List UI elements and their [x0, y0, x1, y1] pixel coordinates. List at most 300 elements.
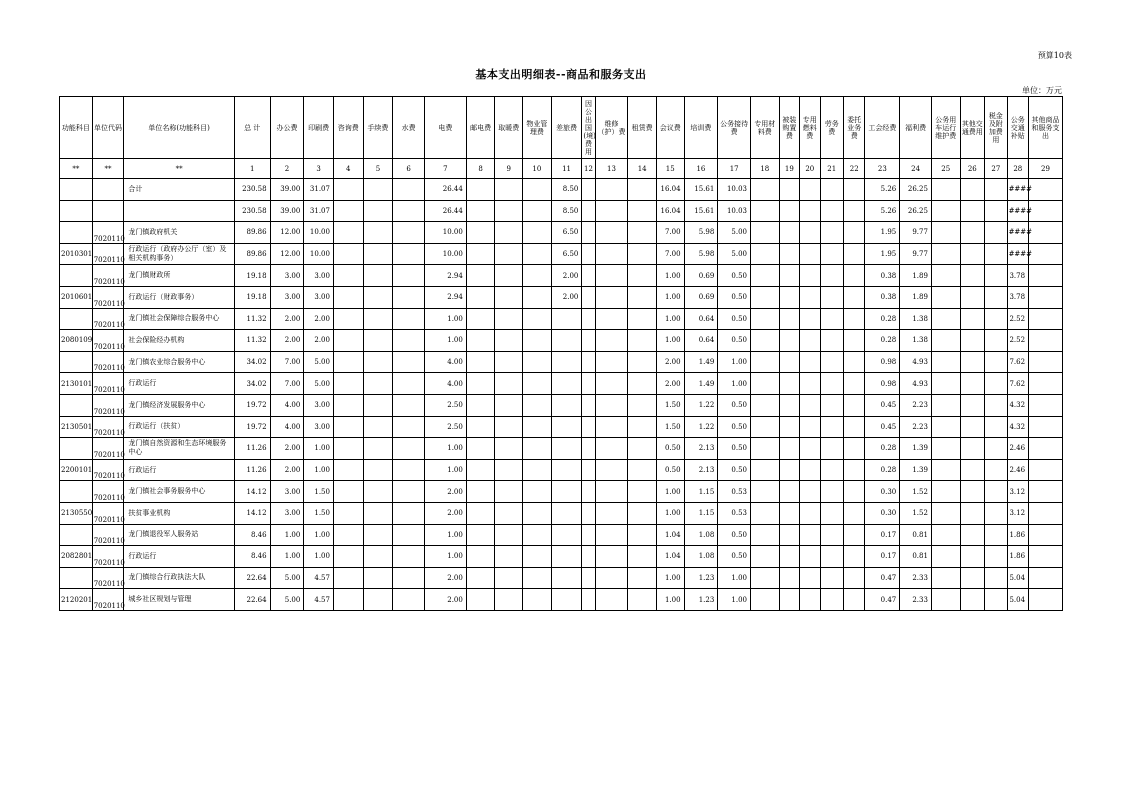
value-cell [820, 589, 844, 611]
unit-code-cell: 7020110 [92, 265, 124, 287]
unit-code-cell: 7020110 [92, 589, 124, 611]
value-cell: 0.64 [684, 330, 718, 352]
value-cell [551, 481, 582, 503]
value-cell [1029, 243, 1063, 265]
value-cell: 19.72 [234, 394, 270, 416]
value-cell [363, 394, 393, 416]
unit-name-cell: 行政运行 [124, 373, 234, 395]
unit-code-cell: 7020110 [92, 524, 124, 546]
function-code-cell [60, 351, 93, 373]
unit-code-cell: 7020110 [92, 438, 124, 460]
value-cell: 1.00 [304, 438, 334, 460]
value-cell [333, 459, 363, 481]
index-cell: 22 [844, 159, 865, 179]
table-row [60, 394, 1063, 416]
value-cell: 5.04 [1007, 589, 1028, 611]
value-cell [820, 200, 844, 222]
value-cell [595, 308, 628, 330]
value-cell: 3.78 [1007, 286, 1028, 308]
value-cell [551, 394, 582, 416]
value-cell [779, 438, 799, 460]
column-header: 办公费 [270, 97, 304, 159]
value-cell: 0.64 [684, 308, 718, 330]
value-cell [363, 589, 393, 611]
value-cell: 2.94 [424, 265, 466, 287]
value-cell [779, 222, 799, 244]
value-cell [960, 502, 985, 524]
value-cell: 1.00 [424, 330, 466, 352]
column-header: 总 计 [234, 97, 270, 159]
value-cell: 0.53 [718, 502, 751, 524]
value-cell [495, 524, 523, 546]
column-header: 咨询费 [333, 97, 363, 159]
value-cell [582, 373, 595, 395]
value-cell: 34.02 [234, 373, 270, 395]
function-code-cell [60, 200, 93, 222]
value-cell: 4.32 [1007, 394, 1028, 416]
value-cell [628, 179, 657, 201]
value-cell [551, 567, 582, 589]
value-cell [800, 330, 820, 352]
value-cell [628, 502, 657, 524]
value-cell [1029, 351, 1063, 373]
value-cell [931, 567, 960, 589]
value-cell [495, 394, 523, 416]
value-cell: 34.02 [234, 351, 270, 373]
value-cell [844, 546, 865, 568]
value-cell [985, 502, 1007, 524]
value-cell [985, 265, 1007, 287]
index-cell: 8 [466, 159, 495, 179]
value-cell [466, 351, 495, 373]
value-cell [844, 222, 865, 244]
value-cell: 7.00 [270, 373, 304, 395]
value-cell: 12.00 [270, 243, 304, 265]
value-cell [800, 243, 820, 265]
value-cell [985, 416, 1007, 438]
value-cell [495, 567, 523, 589]
value-cell [751, 308, 780, 330]
value-cell [333, 394, 363, 416]
value-cell [495, 308, 523, 330]
value-cell: 3.00 [270, 286, 304, 308]
value-cell: 0.47 [865, 567, 900, 589]
value-cell [628, 200, 657, 222]
value-cell [582, 524, 595, 546]
value-cell [393, 265, 425, 287]
value-cell [960, 265, 985, 287]
function-code-cell: 2010601 [60, 286, 93, 308]
value-cell: 1.00 [718, 351, 751, 373]
value-cell [628, 481, 657, 503]
value-cell: 1.95 [865, 222, 900, 244]
value-cell [628, 243, 657, 265]
value-cell [363, 222, 393, 244]
value-cell: 8.46 [234, 546, 270, 568]
index-cell: 12 [582, 159, 595, 179]
value-cell [393, 394, 425, 416]
value-cell [333, 222, 363, 244]
value-cell [523, 200, 552, 222]
value-cell: 5.26 [865, 179, 900, 201]
value-cell [960, 351, 985, 373]
value-cell: 1.00 [656, 589, 684, 611]
value-cell: 9.77 [900, 222, 932, 244]
function-code-cell [60, 308, 93, 330]
value-cell: 22.64 [234, 589, 270, 611]
value-cell [495, 373, 523, 395]
value-cell [800, 265, 820, 287]
unit-name-cell: 城乡社区规划与管理 [124, 589, 234, 611]
value-cell: 2.00 [551, 265, 582, 287]
value-cell [844, 394, 865, 416]
value-cell [495, 286, 523, 308]
unit-name-cell: 龙门镇社会保障综合服务中心 [124, 308, 234, 330]
value-cell: 1.00 [424, 459, 466, 481]
value-cell [1029, 481, 1063, 503]
value-cell [985, 222, 1007, 244]
value-cell: 8.46 [234, 524, 270, 546]
table-row [60, 351, 1063, 373]
value-cell [523, 286, 552, 308]
value-cell: 230.58 [234, 200, 270, 222]
table-row [60, 459, 1063, 481]
table-row [60, 179, 1063, 201]
value-cell [523, 416, 552, 438]
value-cell [393, 481, 425, 503]
value-cell [1029, 589, 1063, 611]
value-cell: 2.00 [551, 286, 582, 308]
value-cell [628, 546, 657, 568]
value-cell [628, 567, 657, 589]
value-cell [595, 481, 628, 503]
value-cell [820, 265, 844, 287]
value-cell [393, 179, 425, 201]
index-cell: 13 [595, 159, 628, 179]
value-cell [628, 308, 657, 330]
value-cell [495, 589, 523, 611]
value-cell [595, 438, 628, 460]
column-header: 会议费 [656, 97, 684, 159]
value-cell [628, 394, 657, 416]
value-cell: 1.00 [304, 459, 334, 481]
value-cell: 2.00 [270, 438, 304, 460]
value-cell: 2.50 [424, 416, 466, 438]
value-cell [523, 222, 552, 244]
value-cell: 1.52 [900, 502, 932, 524]
value-cell [595, 351, 628, 373]
value-cell: 2.00 [656, 373, 684, 395]
value-cell: 0.81 [900, 546, 932, 568]
value-cell: 0.98 [865, 373, 900, 395]
column-header: 培训费 [684, 97, 718, 159]
value-cell [779, 351, 799, 373]
value-cell [820, 524, 844, 546]
value-cell [985, 179, 1007, 201]
value-cell: 0.28 [865, 459, 900, 481]
value-cell [820, 481, 844, 503]
value-cell [985, 351, 1007, 373]
table-row [60, 589, 1063, 611]
index-cell: 24 [900, 159, 932, 179]
value-cell: 1.00 [656, 567, 684, 589]
value-cell [595, 373, 628, 395]
value-cell [595, 265, 628, 287]
unit-code-cell: 7020110 [92, 373, 124, 395]
index-row [60, 159, 1063, 179]
unit-code-cell [92, 200, 124, 222]
value-cell [363, 200, 393, 222]
value-cell: 0.17 [865, 546, 900, 568]
value-cell [495, 459, 523, 481]
value-cell [466, 243, 495, 265]
column-header: 电费 [424, 97, 466, 159]
unit-code-cell: 7020110 [92, 502, 124, 524]
value-cell [495, 243, 523, 265]
value-cell [495, 481, 523, 503]
value-cell: 0.45 [865, 416, 900, 438]
column-header: 邮电费 [466, 97, 495, 159]
value-cell: 3.00 [304, 394, 334, 416]
value-cell: 89.86 [234, 243, 270, 265]
value-cell: 2.52 [1007, 330, 1028, 352]
value-cell [495, 330, 523, 352]
value-cell: 1.50 [656, 416, 684, 438]
column-header: 公务用车运行维护费 [931, 97, 960, 159]
value-cell: 3.12 [1007, 502, 1028, 524]
column-header: 功能科目 [60, 97, 93, 159]
value-cell [628, 459, 657, 481]
value-cell [820, 567, 844, 589]
column-header: 物业管理费 [523, 97, 552, 159]
value-cell: 5.98 [684, 222, 718, 244]
function-code-cell [60, 438, 93, 460]
value-cell [523, 330, 552, 352]
value-cell: 1.00 [718, 567, 751, 589]
value-cell [393, 200, 425, 222]
value-cell: #### [1007, 243, 1028, 265]
value-cell [931, 524, 960, 546]
value-cell: 9.77 [900, 243, 932, 265]
value-cell: 1.22 [684, 394, 718, 416]
value-cell: 10.00 [304, 243, 334, 265]
column-header: 维修（护）费 [595, 97, 628, 159]
value-cell [960, 524, 985, 546]
value-cell [393, 222, 425, 244]
value-cell: 89.86 [234, 222, 270, 244]
unit-code-cell: 7020110 [92, 286, 124, 308]
value-cell: 0.30 [865, 481, 900, 503]
value-cell [1029, 567, 1063, 589]
value-cell: 1.49 [684, 351, 718, 373]
value-cell: 0.50 [718, 459, 751, 481]
value-cell: 0.50 [718, 265, 751, 287]
value-cell [820, 179, 844, 201]
value-cell [820, 351, 844, 373]
value-cell [628, 222, 657, 244]
value-cell [960, 308, 985, 330]
value-cell: 2.13 [684, 459, 718, 481]
value-cell [466, 481, 495, 503]
value-cell [363, 546, 393, 568]
unit-code-cell: 7020110 [92, 567, 124, 589]
value-cell [551, 524, 582, 546]
value-cell [931, 243, 960, 265]
value-cell [582, 567, 595, 589]
value-cell [595, 567, 628, 589]
value-cell [363, 502, 393, 524]
column-header: 被装购置费 [779, 97, 799, 159]
value-cell [466, 524, 495, 546]
value-cell [985, 394, 1007, 416]
value-cell [466, 589, 495, 611]
value-cell [551, 416, 582, 438]
table-row [60, 524, 1063, 546]
value-cell: 14.12 [234, 481, 270, 503]
function-code-cell [60, 524, 93, 546]
value-cell [466, 438, 495, 460]
index-cell: 19 [779, 159, 799, 179]
value-cell: 1.00 [270, 524, 304, 546]
value-cell [751, 502, 780, 524]
value-cell [523, 459, 552, 481]
value-cell [393, 459, 425, 481]
value-cell [751, 330, 780, 352]
value-cell [931, 459, 960, 481]
value-cell [363, 373, 393, 395]
value-cell [551, 373, 582, 395]
value-cell: 15.61 [684, 200, 718, 222]
value-cell [751, 243, 780, 265]
index-cell: 5 [363, 159, 393, 179]
value-cell [333, 373, 363, 395]
column-header: 其他交通费用 [960, 97, 985, 159]
value-cell [333, 351, 363, 373]
value-cell: 26.25 [900, 179, 932, 201]
value-cell [333, 265, 363, 287]
value-cell [595, 589, 628, 611]
value-cell [466, 373, 495, 395]
value-cell: 14.12 [234, 502, 270, 524]
value-cell [985, 481, 1007, 503]
column-header: 印刷费 [304, 97, 334, 159]
value-cell: 2.00 [424, 502, 466, 524]
value-cell: 1.86 [1007, 546, 1028, 568]
value-cell: 1.04 [656, 524, 684, 546]
value-cell [582, 438, 595, 460]
column-header: 其他商品和服务支出 [1029, 97, 1063, 159]
value-cell [844, 286, 865, 308]
value-cell [551, 589, 582, 611]
value-cell [523, 265, 552, 287]
value-cell: 1.50 [304, 481, 334, 503]
value-cell: 0.28 [865, 330, 900, 352]
value-cell [960, 481, 985, 503]
value-cell [1029, 200, 1063, 222]
value-cell: 7.62 [1007, 373, 1028, 395]
value-cell: 0.28 [865, 308, 900, 330]
value-cell: 1.00 [656, 308, 684, 330]
value-cell [582, 416, 595, 438]
value-cell [1029, 373, 1063, 395]
value-cell [595, 394, 628, 416]
function-code-cell: 2082801 [60, 546, 93, 568]
column-header: 单位名称(功能科目) [124, 97, 234, 159]
value-cell [800, 351, 820, 373]
value-cell [800, 373, 820, 395]
value-cell [628, 265, 657, 287]
value-cell [960, 373, 985, 395]
index-cell: 17 [718, 159, 751, 179]
column-header: 水费 [393, 97, 425, 159]
value-cell [523, 438, 552, 460]
value-cell: 1.50 [656, 394, 684, 416]
value-cell: 26.25 [900, 200, 932, 222]
column-header: 公务交通补贴 [1007, 97, 1028, 159]
value-cell [466, 416, 495, 438]
value-cell [931, 502, 960, 524]
value-cell [582, 459, 595, 481]
value-cell: 7.00 [270, 351, 304, 373]
function-code-cell: 2080109 [60, 330, 93, 352]
value-cell [582, 394, 595, 416]
value-cell [779, 265, 799, 287]
value-cell: 0.50 [718, 546, 751, 568]
value-cell [495, 416, 523, 438]
value-cell [751, 351, 780, 373]
value-cell: #### [1007, 200, 1028, 222]
value-cell [820, 502, 844, 524]
unit-name-cell: 行政运行（扶贫） [124, 416, 234, 438]
value-cell [551, 308, 582, 330]
table-row [60, 222, 1063, 244]
value-cell [393, 567, 425, 589]
value-cell [751, 567, 780, 589]
value-cell [523, 308, 552, 330]
value-cell [582, 589, 595, 611]
value-cell: 2.46 [1007, 459, 1028, 481]
value-cell: 4.93 [900, 373, 932, 395]
index-cell: 28 [1007, 159, 1028, 179]
value-cell [1029, 308, 1063, 330]
function-code-cell: 2130101 [60, 373, 93, 395]
value-cell: 10.03 [718, 200, 751, 222]
column-header: 福利费 [900, 97, 932, 159]
value-cell [820, 308, 844, 330]
column-header: 因公出国(境)费用 [582, 97, 595, 159]
value-cell: 4.57 [304, 589, 334, 611]
table-row [60, 200, 1063, 222]
value-cell [844, 179, 865, 201]
value-cell: 26.44 [424, 200, 466, 222]
index-cell: 26 [960, 159, 985, 179]
value-cell: 1.38 [900, 308, 932, 330]
value-cell: 0.50 [718, 308, 751, 330]
value-cell: 11.32 [234, 308, 270, 330]
value-cell: 1.95 [865, 243, 900, 265]
value-cell: 5.00 [304, 373, 334, 395]
value-cell [800, 589, 820, 611]
value-cell: 0.45 [865, 394, 900, 416]
value-cell: 1.49 [684, 373, 718, 395]
value-cell: 0.28 [865, 438, 900, 460]
value-cell: 10.00 [424, 243, 466, 265]
value-cell [595, 416, 628, 438]
value-cell [779, 243, 799, 265]
value-cell [1029, 286, 1063, 308]
value-cell [931, 416, 960, 438]
value-cell [363, 524, 393, 546]
